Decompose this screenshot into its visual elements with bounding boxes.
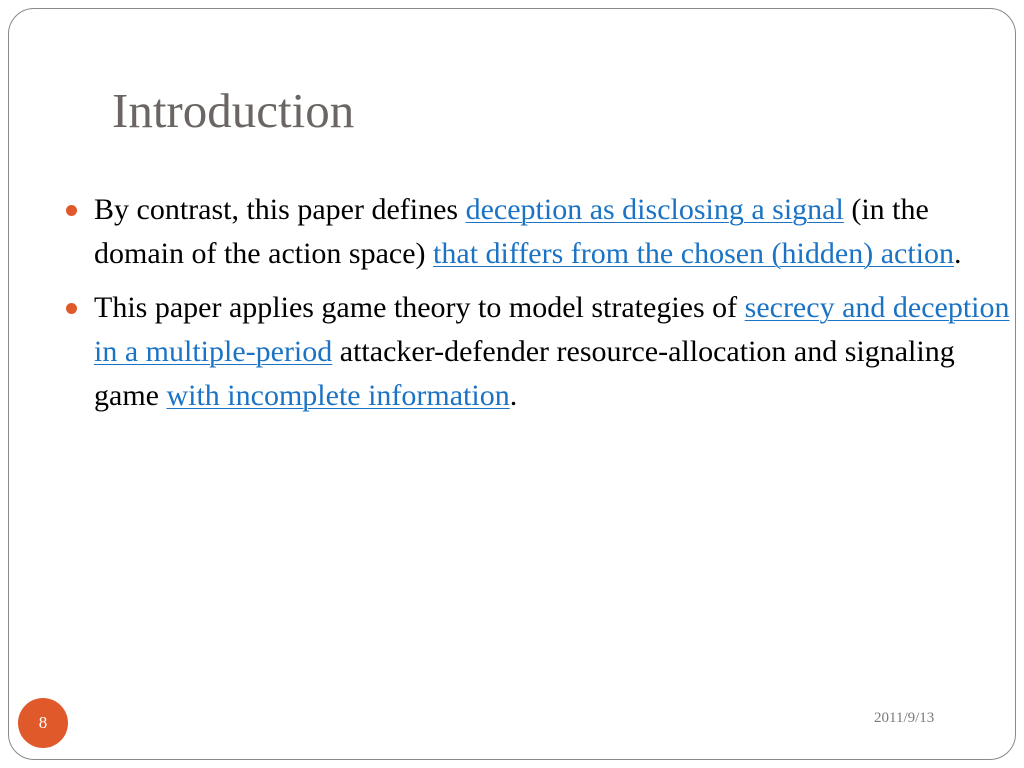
bullet-text: .: [954, 237, 962, 270]
page-number-badge: [18, 698, 68, 748]
bullet-text: attacker-defender resource-allocation and signaling game: [94, 335, 955, 412]
bullet-item: [94, 286, 1014, 418]
bullet-text: By contrast, this paper defines: [94, 193, 466, 226]
bullet-text: .: [509, 379, 518, 412]
slide-title: Introduction: [112, 83, 355, 138]
bullet-list: [94, 188, 1014, 428]
hyperlink-incomplete-information[interactable]: with incomplete information: [166, 379, 510, 412]
bullet-item: [94, 188, 1014, 276]
bullet-dot-icon: [66, 205, 77, 216]
hyperlink-secrecy-deception[interactable]: secrecy and deception in a multiple-period: [94, 291, 1010, 368]
bullet-text: (in the domain of the action space): [94, 193, 929, 270]
bullet-dot-icon: [66, 303, 77, 314]
hyperlink-deception-signal[interactable]: deception as disclosing a signal: [465, 193, 844, 226]
bullet-text: This paper applies game theory to model strategies of: [94, 291, 745, 324]
hyperlink-differs-action[interactable]: that differs from the chosen (hidden) action: [433, 237, 954, 270]
slide-date: 2011/9/13: [874, 710, 935, 726]
page-number: 8: [38, 713, 48, 732]
